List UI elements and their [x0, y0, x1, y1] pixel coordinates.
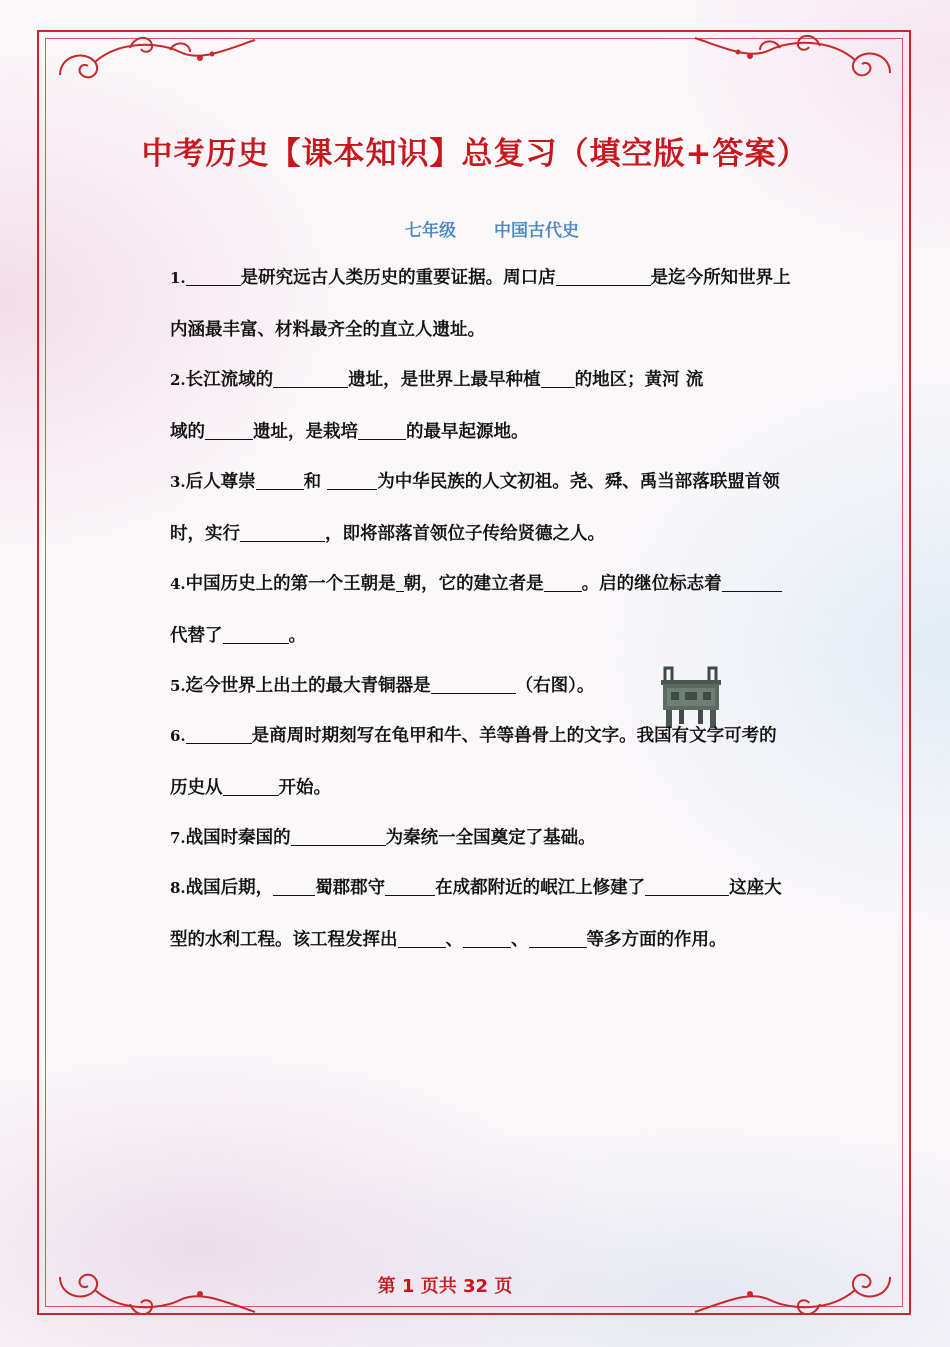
question-text: 是商周时期刻写在龟甲和牛、羊等兽骨上的文字。我国有文字可考的 [251, 726, 777, 746]
question-text: 。 [288, 626, 306, 646]
question-text: 遗址，是栽培 [253, 422, 358, 442]
page-title: 中考历史【课本知识】总复习（填空版+答案） [141, 136, 809, 172]
question-text: 这座大 [729, 878, 782, 898]
answer-blank[interactable] [463, 927, 511, 948]
page-footer [0, 1272, 890, 1298]
question-text: 战国时秦国的 [185, 828, 291, 848]
footer-text: 第 [377, 1276, 402, 1297]
question-text: 的地区；黄河 流 [574, 370, 704, 390]
question-1 [170, 252, 838, 356]
question-text: 型的水利工程。该工程发挥出 [170, 930, 398, 950]
answer-blank[interactable] [556, 265, 651, 286]
footer-text: 页 [488, 1276, 513, 1297]
question-text: 域的 [170, 422, 205, 442]
question-text: 、 [511, 930, 529, 950]
answer-blank[interactable] [431, 673, 516, 694]
question-text: 为秦统一全国奠定了基础。 [385, 828, 596, 848]
question-number: 7. [170, 829, 186, 847]
answer-blank[interactable] [385, 875, 435, 896]
page-number: 1 [401, 1276, 415, 1297]
total-pages: 32 [463, 1276, 489, 1297]
answer-blank[interactable] [396, 571, 404, 592]
answer-blank[interactable] [205, 419, 253, 440]
question-text: 的最早起源地。 [406, 422, 529, 442]
answer-blank[interactable] [645, 875, 729, 896]
question-text: 遗址，是世界上最早种植 [348, 370, 541, 390]
question-text: 开始。 [278, 778, 331, 798]
question-text: 蜀郡郡守 [315, 878, 386, 898]
question-5 [170, 660, 838, 712]
question-number: 2. [170, 371, 186, 389]
answer-blank[interactable] [273, 875, 315, 896]
question-3 [170, 456, 838, 560]
top-right-flourish-icon [690, 28, 910, 88]
answer-blank[interactable] [186, 265, 241, 286]
question-text: 战国后期， [185, 878, 274, 898]
question-text: 代替了 [170, 626, 223, 646]
section-label: 中国古代史 [493, 221, 579, 241]
answer-blank[interactable] [240, 521, 325, 542]
question-text: （右图）。 [515, 676, 595, 696]
question-text: 内涵最丰富、材料最齐全的直立人遗址。 [170, 320, 485, 340]
question-text: 、 [445, 930, 463, 950]
top-left-flourish-icon [40, 30, 260, 90]
answer-blank[interactable] [358, 419, 406, 440]
question-text: 是迄今所知世界上 [650, 268, 791, 288]
question-text: 后人尊崇 [185, 472, 256, 492]
question-text: 为中华民族的人文初祖。尧、舜、禹当部落联盟首领 [377, 472, 780, 492]
question-6 [170, 710, 838, 814]
question-text: 等多方面的作用。 [586, 930, 727, 950]
answer-blank[interactable] [398, 927, 446, 948]
question-text: 是研究远古人类历史的重要证据。周口店 [240, 268, 556, 288]
answer-blank[interactable] [541, 367, 575, 388]
answer-blank[interactable] [186, 723, 252, 744]
answer-blank[interactable] [223, 775, 279, 796]
question-text: 在成都附近的岷江上修建了 [435, 878, 646, 898]
answer-blank[interactable] [223, 623, 289, 644]
answer-blank[interactable] [273, 367, 348, 388]
question-8 [170, 862, 838, 966]
answer-blank[interactable] [722, 571, 782, 592]
question-text: 和 [303, 472, 328, 492]
question-7 [170, 812, 838, 864]
question-number: 3. [170, 473, 186, 491]
footer-text: 页共 [414, 1276, 463, 1297]
question-text: 时，实行 [170, 524, 240, 544]
answer-blank[interactable] [529, 927, 587, 948]
question-text: ，即将部落首领位子传给贤德之人。 [325, 524, 605, 544]
question-text: 迄今世界上出土的最大青铜器是 [185, 676, 431, 696]
grade-label: 七年级 [405, 221, 457, 241]
question-number: 4. [170, 575, 186, 593]
question-number: 8. [170, 879, 186, 897]
question-text: 中国历史上的第一个王朝是 [185, 574, 396, 594]
question-text: 朝，它的建立者是 [403, 574, 544, 594]
answer-blank[interactable] [544, 571, 582, 592]
question-text: 。启的继位标志着 [581, 574, 722, 594]
question-number: 1. [170, 269, 186, 287]
answer-blank[interactable] [327, 469, 377, 490]
answer-blank[interactable] [256, 469, 304, 490]
question-4 [170, 558, 838, 662]
question-number: 6. [170, 727, 186, 745]
question-text: 长江流域的 [185, 370, 274, 390]
section-subtitle [0, 216, 950, 241]
question-2 [170, 354, 838, 458]
question-text: 历史从 [170, 778, 223, 798]
answer-blank[interactable] [291, 825, 386, 846]
question-number: 5. [170, 677, 186, 695]
